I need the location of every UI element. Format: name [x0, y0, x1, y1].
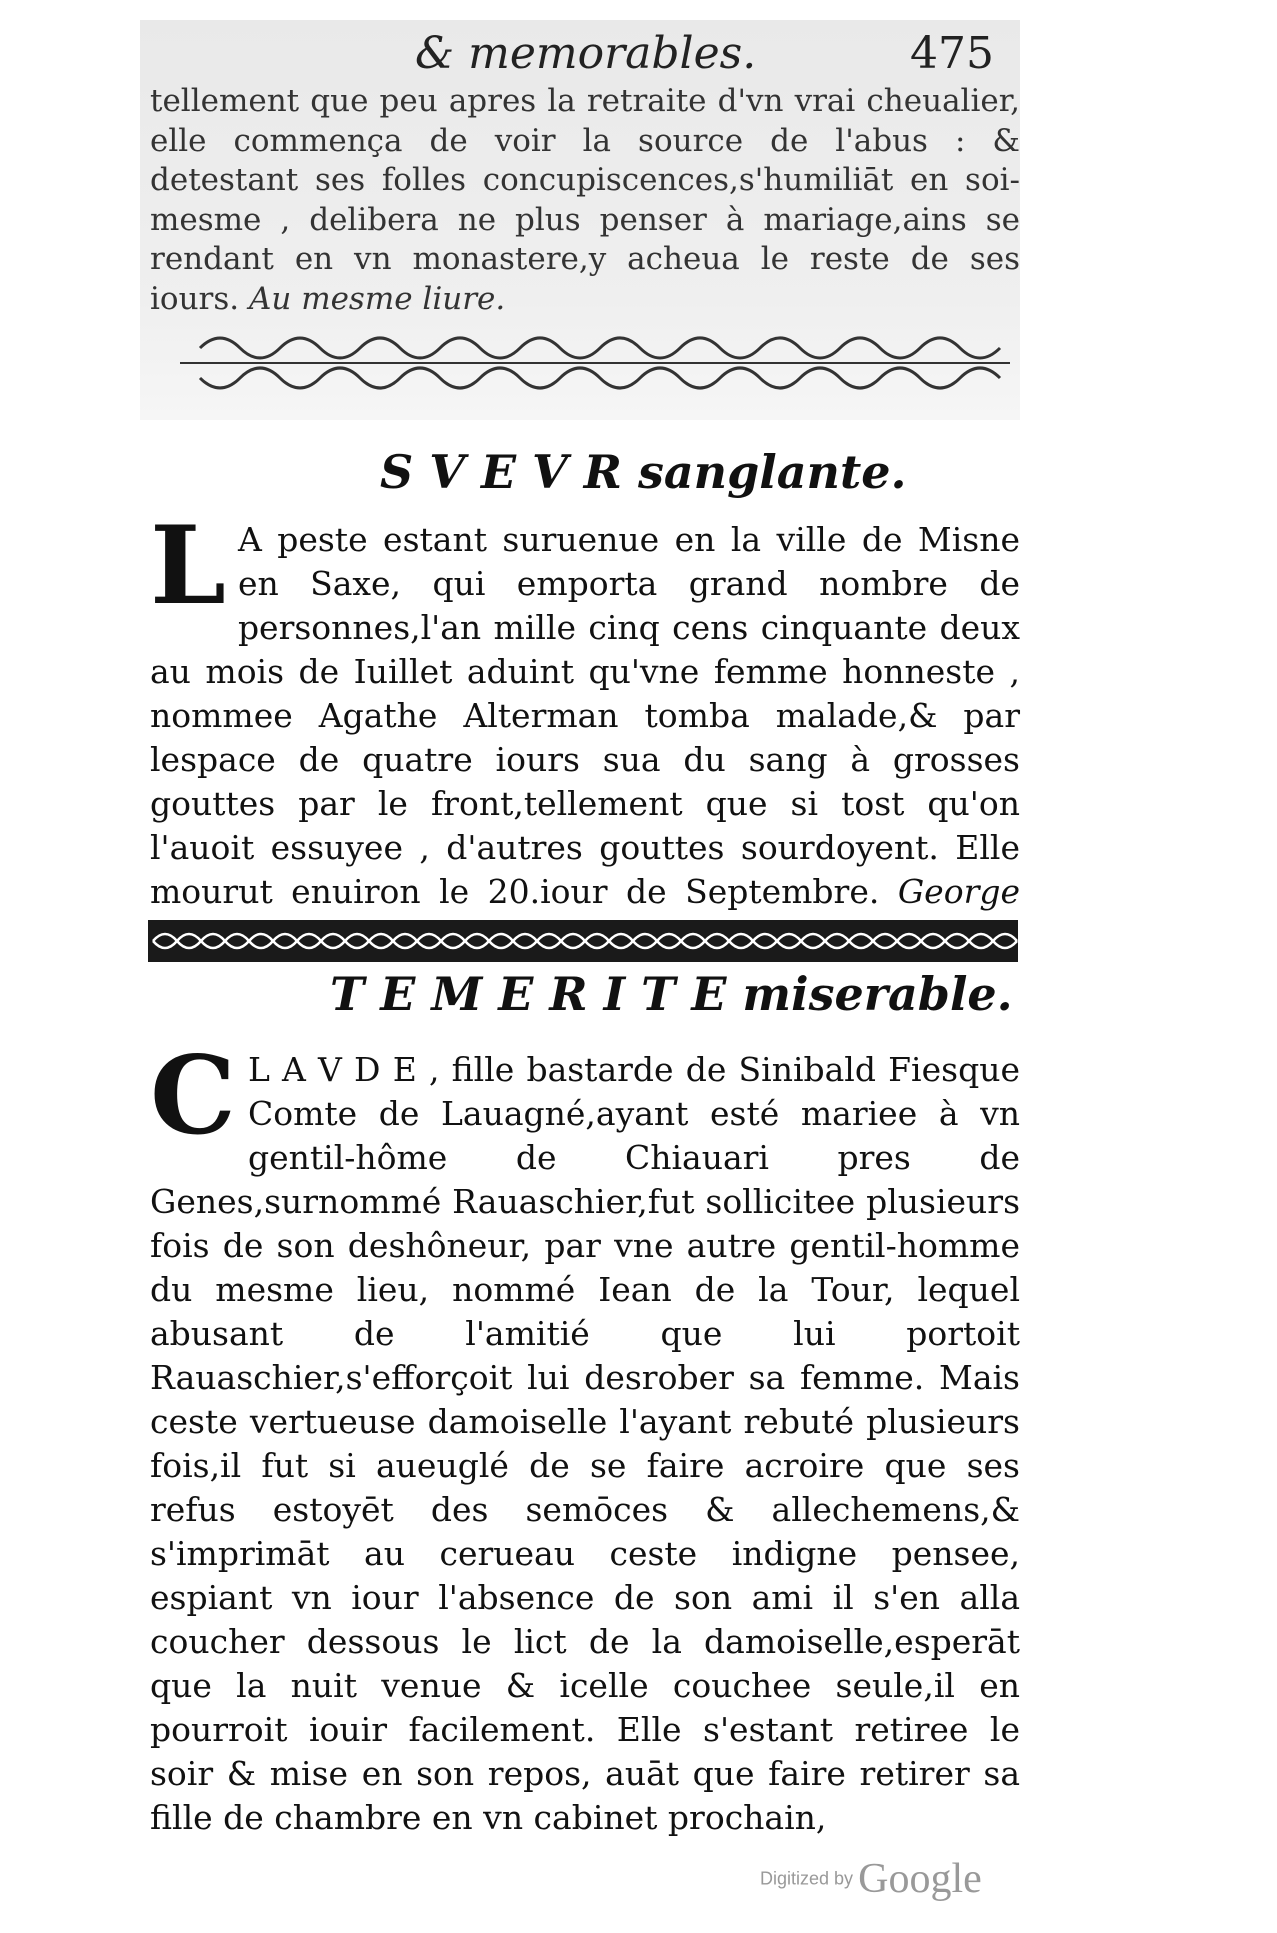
decorative-ornament-band [180, 318, 1010, 408]
story-2-text: fille bastarde de Sinibald Fiesque Comte de Lauagné,ayant esté mariee à vn gentil-hôme de Chiauari pres de Genes,surnommé Rauaschier,fut sollicitee plusieurs fois de son deshôneur, par vne autre gentil-homme du mesme lieu, nommé Iean de la Tour, lequel abusant de l'amitié que lui portoit Rauaschier,s'efforçoit lui desrober sa femme. Mais ceste vertueuse damoiselle l'ayant rebuté plusieurs fois,il fut si aueuglé de se faire acroire que ses refus estoyēt des semōces & allechemens,& s'imprimāt au cerueau ceste indigne pensee, espiant vn iour l'absence de son ami il s'en alla coucher dessous le lict de la damoiselle,esperāt que la nuit venue & icelle couchee seule,il en pourroit iouir facilement. Elle s'estant retiree le soir & mise en son repos, auāt que faire retirer sa fille de chambre en vn cabinet prochain, [150, 1050, 1020, 1837]
story-1-body [150, 503, 1020, 958]
story-2-body [150, 1033, 1020, 1840]
story-1-text: A peste estant suruenue en la ville de Misne en Saxe, qui emporta grand nombre de personnes,l'an mille cinq cens cinquante deux au mois de Iuillet aduint qu'vne femme honneste , nommee Agathe Alterman tomba malade,& par lespace de quatre iours sua du sang à grosses gouttes par le front,tellement que si tost qu'on l'auoit essuyee , d'autres gouttes sourdoyent. Elle mourut enuiron le 20.iour de Septembre. [150, 520, 1020, 911]
previous-story-citation: Au mesme liure. [248, 280, 506, 317]
story-2-title: T E M E R I T E miserable. [330, 967, 1013, 1021]
page-header [150, 28, 1030, 88]
page-number: 475 [910, 28, 994, 79]
digitization-watermark [760, 1855, 982, 1903]
story-1-title: S V E V R sanglante. [380, 445, 907, 499]
drop-cap: L [150, 503, 226, 629]
previous-story-text: tellement que peu apres la retraite d'vn vrai cheualier, elle commença de voir la source de l'abus : & detestant ses folles concupiscences,s'humiliāt en soi-mesme , delibera ne plus penser à mariage,ains se rendant en vn monastere,y acheua le reste de ses iours. [150, 83, 1020, 317]
previous-story-ending [150, 82, 1020, 319]
digitized-by-label: Digitized by [760, 1868, 854, 1889]
story-2-lead: L A V D E , [247, 1050, 440, 1089]
decorative-divider-band [148, 916, 1018, 966]
drop-cap: C [150, 1033, 236, 1159]
google-logo: Google [858, 1856, 982, 1902]
story-1-citation: George [897, 872, 1020, 911]
running-title: & memorables. [415, 28, 757, 79]
